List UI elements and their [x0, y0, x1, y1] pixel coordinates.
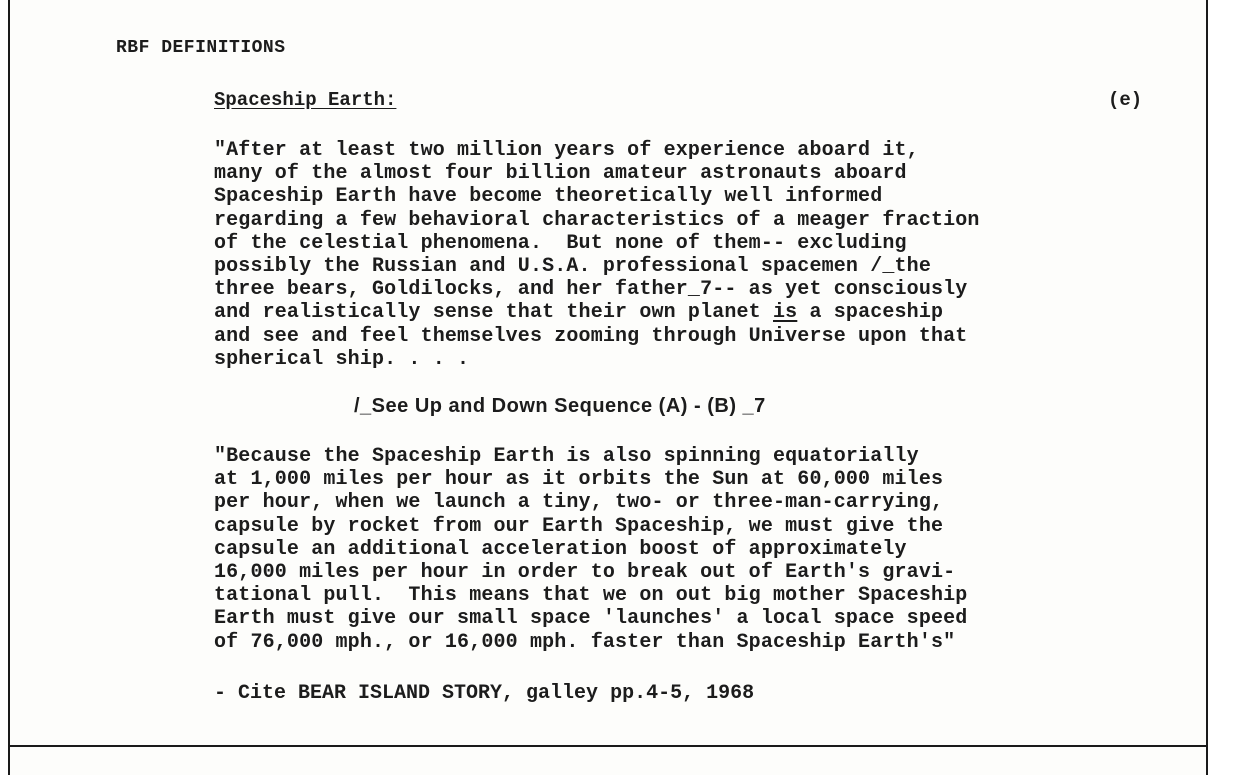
text-line: "Because the Spaceship Earth is also spinning equatorially [214, 445, 919, 468]
citation: - Cite BEAR ISLAND STORY, galley pp.4-5, 1968 [214, 682, 755, 705]
emphasized-word: is [773, 301, 798, 325]
text-line: spherical ship. . . . [214, 347, 470, 371]
next-card-edge [8, 745, 1208, 775]
quote-paragraph-2 [214, 445, 967, 654]
entry-ref-mark: (e) [1108, 89, 1143, 111]
text-line-with-emphasis [214, 301, 980, 324]
text-line: capsule by rocket from our Earth Spaceship, we must give the [214, 514, 944, 538]
text-line: three bears, Goldilocks, and her father_7-- as yet consciously [214, 278, 968, 302]
text-line: capsule an additional acceleration boost of approximately [214, 537, 907, 561]
text-line: possibly the Russian and U.S.A. professional spacemen /_the [214, 255, 931, 279]
text-line: per hour, when we launch a tiny, two- or three-man-carrying, [214, 491, 944, 515]
text-line: regarding a few behavioral characteristics of a meager fraction [214, 208, 980, 232]
text-segment: and realistically sense that their own planet [214, 301, 773, 325]
section-header: RBF DEFINITIONS [116, 38, 286, 58]
entry-title: Spaceship Earth: [214, 89, 397, 111]
text-line: many of the almost four billion amateur astronauts aboard [214, 162, 907, 186]
text-line: of 76,000 mph., or 16,000 mph. faster than Spaceship Earth's" [214, 630, 956, 654]
cross-reference-note: /_See Up and Down Sequence (A) - (B) _7 [354, 395, 766, 417]
text-line: 16,000 miles per hour in order to break out of Earth's gravi- [214, 561, 956, 585]
text-line: at 1,000 miles per hour as it orbits the Sun at 60,000 miles [214, 468, 944, 492]
text-line: and see and feel themselves zooming through Universe upon that [214, 324, 968, 348]
text-line: Earth must give our small space 'launches' a local space speed [214, 607, 968, 631]
text-line: tational pull. This means that we on out big mother Spaceship [214, 584, 968, 608]
text-line: Spaceship Earth have become theoretically well informed [214, 185, 883, 209]
text-segment: a spaceship [797, 301, 944, 325]
text-line: of the celestial phenomena. But none of them-- excluding [214, 231, 907, 255]
quote-paragraph-1 [214, 139, 980, 371]
text-line: "After at least two million years of experience aboard it, [214, 139, 919, 162]
